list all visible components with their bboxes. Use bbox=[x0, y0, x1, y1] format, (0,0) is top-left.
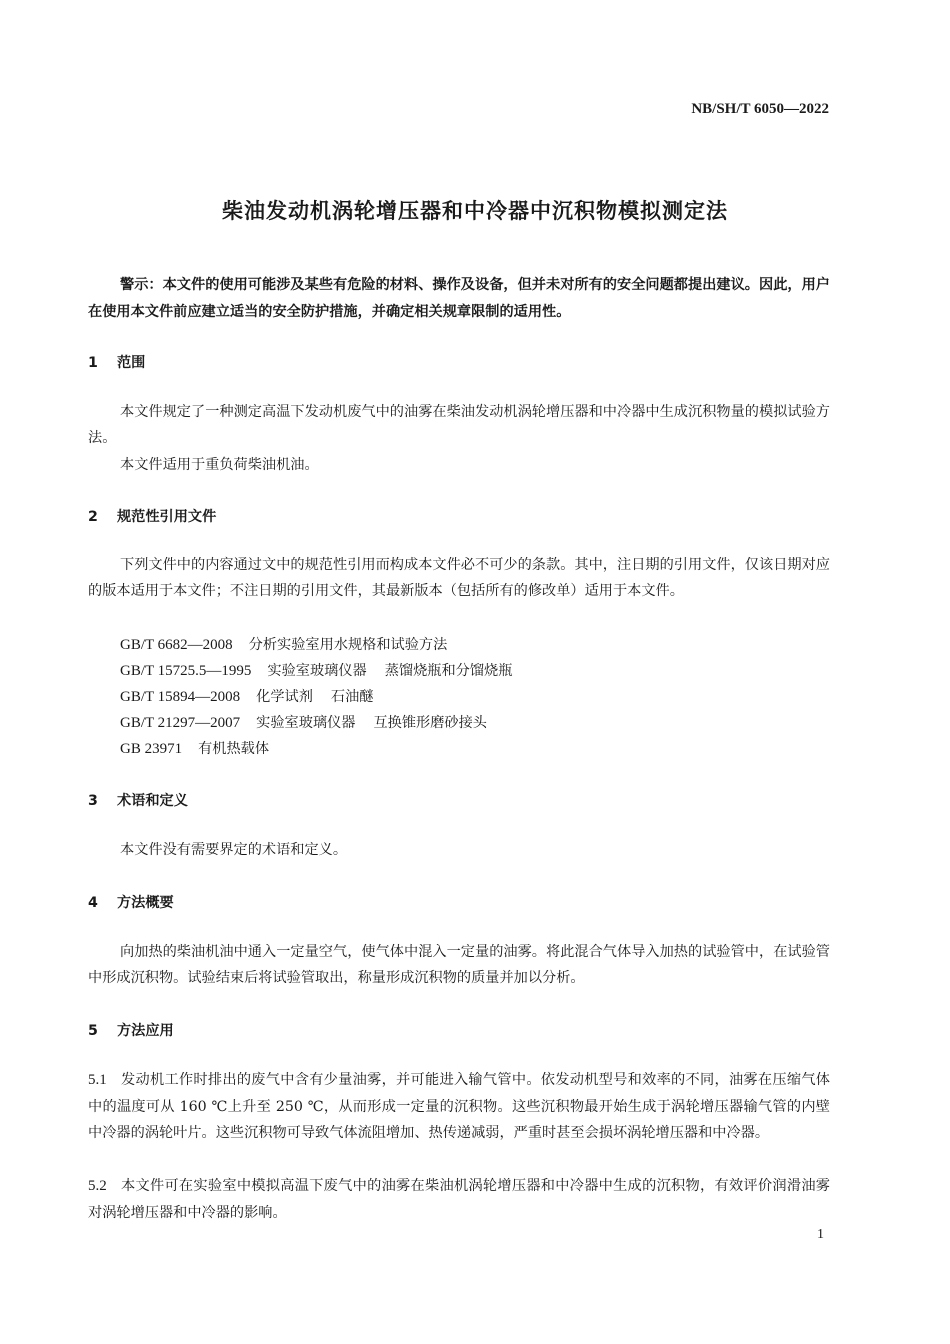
reference-item bbox=[120, 684, 512, 710]
section-number: 4 bbox=[88, 895, 98, 911]
section-heading-application bbox=[88, 1020, 174, 1040]
reference-item bbox=[120, 632, 512, 658]
section-heading-normative-references bbox=[88, 506, 216, 526]
terms-paragraph: 本文件没有需要界定的术语和定义。 bbox=[120, 842, 348, 858]
document-title: 柴油发动机涡轮增压器和中冷器中沉积物模拟测定法 bbox=[222, 199, 728, 223]
reference-subtitle: 互换锥形磨砂接头 bbox=[373, 715, 487, 731]
scope-paragraph-1: 本文件规定了一种测定高温下发动机废气中的油雾在柴油发动机涡轮增压器和中冷器中生成沉积物量的模拟试验方法。 bbox=[88, 404, 830, 446]
clause-number: 5.2 bbox=[88, 1178, 107, 1194]
reference-code: GB/T 15894—2008 bbox=[120, 689, 241, 705]
standard-number: NB/SH/T 6050—2022 bbox=[691, 101, 829, 117]
reference-code: GB/T 21297—2007 bbox=[120, 715, 241, 731]
reference-title: 分析实验室用水规格和试验方法 bbox=[248, 637, 448, 653]
reference-title: 化学试剂 bbox=[256, 689, 313, 705]
clause-5-1 bbox=[88, 1067, 830, 1147]
section-number: 3 bbox=[88, 793, 98, 809]
normative-intro-paragraph: 下列文件中的内容通过文中的规范性引用而构成本文件必不可少的条款。其中，注日期的引用文件，仅该日期对应的版本适用于本文件；不注日期的引用文件，其最新版本（包括所有的修改单）适用于本文件。 bbox=[88, 557, 830, 599]
clause-text: 本文件可在实验室中模拟高温下废气中的油雾在柴油机涡轮增压器和中冷器中生成的沉积物，有效评价润滑油雾对涡轮增压器和中冷器的影响。 bbox=[88, 1178, 830, 1221]
reference-subtitle: 石油醚 bbox=[330, 689, 374, 705]
reference-item bbox=[120, 736, 512, 762]
section-title: 方法概要 bbox=[116, 895, 174, 911]
scope-paragraph-2: 本文件适用于重负荷柴油机油。 bbox=[120, 457, 319, 473]
reference-item bbox=[120, 658, 512, 684]
reference-code: GB/T 15725.5—1995 bbox=[120, 663, 252, 679]
section-heading-scope bbox=[88, 352, 145, 372]
section-heading-terms bbox=[88, 790, 188, 810]
clause-number: 5.1 bbox=[88, 1072, 107, 1088]
reference-code: GB/T 6682—2008 bbox=[120, 637, 233, 653]
reference-list bbox=[120, 632, 512, 762]
reference-item bbox=[120, 710, 512, 736]
clause-5-2 bbox=[88, 1173, 830, 1226]
reference-title: 实验室玻璃仪器 bbox=[256, 715, 356, 731]
clause-text: 发动机工作时排出的废气中含有少量油雾，并可能进入输气管中。依发动机型号和效率的不同，油雾在压缩气体中的温度可从 160 ℃上升至 250 ℃，从而形成一定量的沉积物。这些沉积物最开始生成于涡轮增压器输气管的内壁中冷器的涡轮叶片。这些沉积物可导致气体流阻增加、热传递减弱，严重时甚至会损坏涡轮增压器和中冷器。 bbox=[88, 1072, 830, 1141]
section-title: 术语和定义 bbox=[116, 793, 188, 809]
reference-subtitle: 蒸馏烧瓶和分馏烧瓶 bbox=[384, 663, 513, 679]
section-number: 1 bbox=[88, 355, 98, 371]
section-title: 规范性引用文件 bbox=[116, 509, 217, 525]
page-number: 1 bbox=[817, 1227, 824, 1242]
section-heading-summary bbox=[88, 892, 174, 912]
section-title: 范围 bbox=[116, 355, 146, 371]
section-number: 5 bbox=[88, 1023, 98, 1039]
section-number: 2 bbox=[88, 509, 98, 525]
reference-code: GB 23971 bbox=[120, 741, 183, 757]
summary-paragraph: 向加热的柴油机油中通入一定量空气，使气体中混入一定量的油雾。将此混合气体导入加热的试验管中，在试验管中形成沉积物。试验结束后将试验管取出，称量形成沉积物的质量并加以分析。 bbox=[88, 944, 830, 986]
warning-notice: 警示：本文件的使用可能涉及某些有危险的材料、操作及设备，但并未对所有的安全问题都提出建议。因此，用户在使用本文件前应建立适当的安全防护措施，并确定相关规章限制的适用性。 bbox=[88, 277, 830, 320]
section-title: 方法应用 bbox=[116, 1023, 174, 1039]
reference-title: 实验室玻璃仪器 bbox=[267, 663, 367, 679]
reference-title: 有机热载体 bbox=[198, 741, 270, 757]
